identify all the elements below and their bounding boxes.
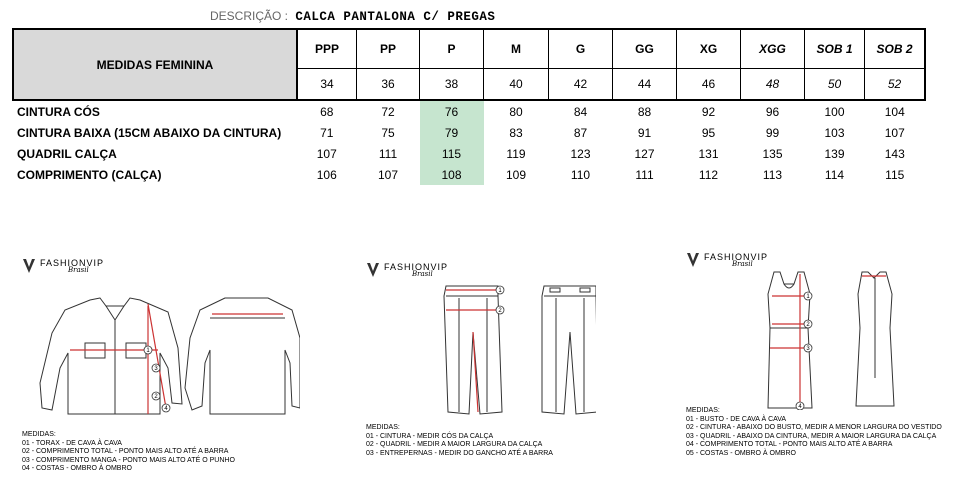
table-row [13, 100, 925, 122]
brand-script: Brasil [68, 266, 89, 274]
brand-mark-icon [686, 252, 700, 268]
shirt-notes [22, 431, 235, 474]
pants-notes [366, 424, 553, 458]
note-line: 01 - CINTURA - MEDIR CÓS DA CALÇA [366, 432, 494, 440]
pants-panel [366, 262, 448, 278]
table-cell: 139 [824, 146, 845, 161]
table-cell: 72 [381, 104, 395, 119]
dress-notes [686, 407, 942, 458]
marker-1: 1 [146, 348, 150, 354]
table-cell: 123 [570, 146, 591, 161]
table-cell: 107 [316, 146, 337, 161]
brand-name: FASHIONVIP [384, 262, 449, 272]
note-line: 02 - COMPRIMENTO TOTAL - PONTO MAIS ALTO ATÉ A BARRA [22, 448, 229, 455]
table-cell: 75 [381, 125, 395, 140]
note-line: 01 - TORAX - DE CAVA À CAVA [22, 439, 122, 447]
note-line: 02 - CINTURA - ABAIXO DO BUSTO, MEDIR A MENOR LARGURA DO VESTIDO [686, 424, 942, 431]
row-label: CINTURA BAIXA (15CM ABAIXO DA CINTURA) [17, 125, 282, 140]
table-title: MEDIDAS FEMININA [13, 29, 297, 100]
table-cell: 99 [765, 125, 780, 140]
size-num-42: 42 [549, 69, 613, 100]
size-num-48: 48 [741, 69, 805, 100]
note-line: 03 - ENTREPERNAS - MEDIR DO GANCHO ATÉ A BARRA [366, 449, 553, 457]
brand-logo [366, 262, 448, 278]
size-code-sob2: SOB 2 [865, 29, 926, 69]
row-label: QUADRIL CALÇA [17, 146, 117, 161]
table-cell: 112 [698, 167, 719, 182]
marker-2: 2 [154, 394, 158, 400]
table-cell: 115 [885, 167, 905, 182]
size-code-xg: XG [677, 29, 741, 69]
size-num-50: 50 [805, 69, 865, 100]
marker-2: 2 [806, 322, 810, 328]
table-cell-highlight: 115 [420, 143, 484, 164]
table-cell: 131 [698, 146, 719, 161]
note-line: 04 - COSTAS - OMBRO À OMBRO [22, 465, 132, 472]
shirt-panel [22, 258, 104, 274]
shirt-illustration [30, 288, 300, 418]
table-cell: 111 [378, 146, 398, 161]
brand-name: FASHIONVIP [40, 258, 105, 268]
table-cell: 68 [320, 104, 334, 119]
size-code-g: G [549, 29, 613, 69]
table-cell: 91 [637, 125, 652, 140]
brand-script: Brasil [412, 270, 433, 278]
notes-heading: MEDIDAS: [22, 431, 56, 438]
table-cell: 104 [884, 104, 905, 119]
table-cell: 109 [505, 167, 527, 182]
brand-mark-icon [22, 258, 36, 274]
size-code-gg: GG [613, 29, 677, 69]
size-table [12, 28, 926, 185]
note-line: 03 - QUADRIL - ABAIXO DA CINTURA, MEDIR A MAIOR LARGURA DA CALÇA [686, 432, 937, 440]
notes-heading: MEDIDAS: [686, 407, 720, 414]
description-value: CALCA PANTALONA C/ PREGAS [295, 10, 496, 24]
marker-1: 1 [806, 294, 810, 300]
table-cell: 95 [701, 125, 716, 140]
size-code-ppp: PPP [297, 29, 357, 69]
table-cell: 114 [824, 167, 845, 182]
table-cell: 143 [884, 146, 905, 161]
table-row [13, 122, 925, 143]
table-cell-highlight: 76 [420, 100, 484, 122]
pants-illustration [436, 280, 596, 420]
table-cell: 107 [884, 125, 905, 140]
table-cell: 127 [634, 146, 655, 161]
note-line: 05 - COSTAS - OMBRO À OMBRO [686, 449, 796, 457]
table-cell: 110 [570, 167, 591, 182]
size-num-40: 40 [484, 69, 549, 100]
size-num-38: 38 [420, 69, 484, 100]
table-row [13, 143, 925, 164]
table-cell: 135 [762, 146, 783, 161]
table-cell: 92 [701, 104, 716, 119]
table-cell: 87 [573, 125, 588, 140]
size-code-p: P [420, 29, 484, 69]
size-num-34: 34 [297, 69, 357, 100]
marker-4: 4 [164, 406, 168, 412]
description-label: DESCRIÇÃO : [210, 9, 289, 23]
table-cell: 71 [320, 125, 334, 140]
table-cell: 103 [824, 125, 845, 140]
table-cell: 113 [762, 167, 783, 182]
brand-mark-icon [366, 262, 380, 278]
size-num-46: 46 [677, 69, 741, 100]
table-cell: 96 [765, 104, 780, 119]
note-line: 02 - QUADRIL - MEDIR A MAIOR LARGURA DA CALÇA [366, 441, 543, 448]
description-line [210, 9, 495, 24]
size-num-44: 44 [613, 69, 677, 100]
table-cell: 111 [635, 167, 654, 182]
brand-name: FASHIONVIP [704, 252, 769, 262]
table-row [13, 164, 925, 185]
table-cell: 119 [506, 146, 526, 161]
note-line: 03 - COMPRIMENTO MANGA - PONTO MAIS ALTO ATÉ O PUNHO [22, 456, 235, 464]
marker-3: 3 [806, 346, 810, 352]
table-cell: 106 [316, 167, 337, 182]
size-code-xgg: XGG [741, 29, 805, 69]
table-cell: 84 [573, 104, 588, 119]
marker-4: 4 [798, 404, 802, 410]
table-cell: 80 [509, 104, 523, 119]
table-cell: 83 [509, 125, 523, 140]
size-num-52: 52 [865, 69, 926, 100]
note-line: 01 - BUSTO - DE CAVA À CAVA [686, 415, 787, 423]
row-label: COMPRIMENTO (CALÇA) [17, 167, 162, 182]
brand-logo [686, 252, 768, 268]
table-cell-highlight: 79 [420, 122, 484, 143]
brand-logo [22, 258, 104, 274]
row-label: CINTURA CÓS [17, 104, 100, 119]
notes-heading: MEDIDAS: [366, 424, 400, 431]
table-cell-highlight: 108 [420, 164, 484, 185]
dress-panel [686, 252, 768, 268]
marker-3: 3 [154, 366, 158, 372]
size-code-pp: PP [357, 29, 420, 69]
brand-script: Brasil [732, 260, 753, 268]
table-cell: 100 [824, 104, 845, 119]
size-code-m: M [484, 29, 549, 69]
size-num-36: 36 [357, 69, 420, 100]
dress-illustration [750, 268, 910, 410]
marker-2: 2 [498, 308, 502, 314]
note-line: 04 - COMPRIMENTO TOTAL - PONTO MAIS ALTO ATÉ A BARRA [686, 441, 893, 448]
marker-1: 1 [498, 288, 502, 294]
table-cell: 107 [377, 167, 399, 182]
size-code-sob1: SOB 1 [805, 29, 865, 69]
table-cell: 88 [637, 104, 652, 119]
